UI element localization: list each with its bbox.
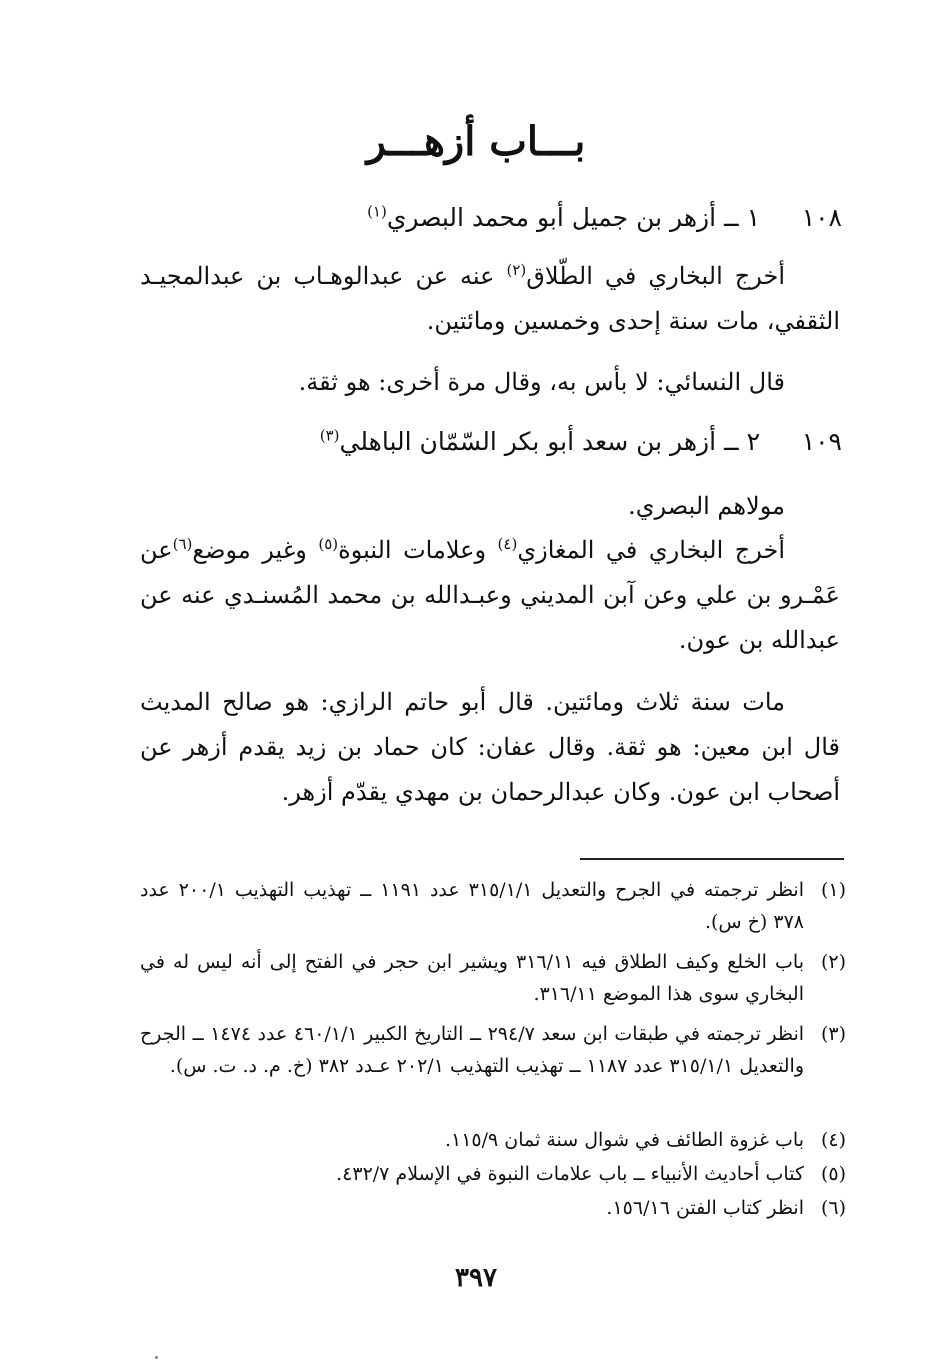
paragraph-text: وعلامات النبوة — [338, 536, 498, 564]
entry-heading — [320, 422, 760, 462]
paragraph — [140, 484, 840, 529]
footnote-text: انظر كتاب الفتن ١٥٦/١٦. — [606, 1197, 804, 1219]
paragraph-text: مات سنة ثلاث ومائتين. قال أبو حاتم الرازي: هو صالح المديث قال ابن معين: هو ثقة. وقال عفان: كان حماد بن زيد يقدم أزهر عن أصحاب ابن عون. وكان عبدالرحمان بن مهدي يقدّم أزهر. — [140, 688, 840, 806]
footnote-text: انظر ترجمته في الجرح والتعديل ٣١٥/١/١ عدد ١١٩١ ــ تهذيب التهذيب ٢٠٠/١ عدد ٣٧٨ (خ س). — [140, 879, 804, 933]
footnote-ref: (٣) — [319, 426, 340, 445]
paragraph-text: مولاهم البصري. — [628, 492, 785, 520]
paragraph — [140, 680, 840, 815]
footnote-separator — [580, 858, 844, 860]
paragraph — [140, 360, 840, 405]
paragraph-text: عن عَمْـرو بن علي وعن آبن المديني وعبـدالله بن محمد المُسنـدي عنه عن عبدالله بن عون. — [140, 536, 840, 654]
paragraph-text: أخرج البخاري في الطّلاق — [526, 262, 785, 290]
entry-heading-text: ١ ــ أزهر بن جميل أبو محمد البصري — [386, 203, 760, 232]
paragraph-text: أخرج البخاري في المغازي — [517, 536, 786, 564]
footnote-label: (٤) — [820, 1129, 846, 1151]
footnote-text: باب غزوة الطائف في شوال سنة ثمان ١١٥/٩. — [444, 1129, 804, 1151]
footnote — [140, 1192, 846, 1224]
footnote-text: انظر ترجمته في طبقات ابن سعد ٢٩٤/٧ ــ التاريخ الكبير ٤٦٠/١/١ عدد ١٤٧٤ ــ الجرح والتعديل ٣١٥/١/١ عدد ١١٨٧ ــ تهذيب التهذيب ٢٠٢/١ عـدد ٣٨٢ (خ. م. د. ت. س). — [140, 1023, 805, 1077]
paragraph-text: عنه عن عبدالوهـاب بن عبدالمجيـد الثقفي، مات سنة إحدى وخمسين ومائتين. — [140, 262, 840, 335]
footnote-label: (٦) — [820, 1197, 846, 1219]
paragraph — [140, 528, 840, 663]
footnote-ref: (١) — [367, 202, 387, 221]
footnote-ref: (٢) — [506, 261, 527, 279]
footnote-ref: (٥) — [318, 535, 339, 553]
footnote — [140, 946, 846, 1010]
paragraph-text: وغير موضع — [192, 536, 319, 564]
footnote — [140, 1158, 846, 1190]
footnote-label: (٥) — [820, 1163, 846, 1185]
footnote-ref: (٦) — [172, 535, 193, 553]
footnote — [140, 874, 846, 938]
footnote-text: باب الخلع وكيف الطلاق فيه ٣١٦/١١ ويشير ابن حجر في الفتح إلى أنه ليس له في البخاري سوى هذا الموضع ٣١٦/١١. — [140, 951, 804, 1005]
footnote — [140, 1124, 846, 1156]
entry-heading-text: ٢ ــ أزهر بن سعد أبو بكر السّمّان الباهلي — [339, 427, 760, 456]
footnote — [140, 1018, 846, 1082]
footnote-label: (٣) — [820, 1023, 846, 1045]
paragraph — [140, 254, 840, 344]
scan-speck — [155, 1356, 158, 1359]
footnote-text: كتاب أحاديث الأنبياء ــ باب علامات النبوة في الإسلام ٤٣٢/٧. — [336, 1163, 804, 1185]
footnote-label: (٢) — [820, 951, 846, 973]
chapter-title: بـــاب أزهـــر — [366, 118, 586, 165]
footnote-ref: (٤) — [497, 535, 518, 553]
entry-heading — [367, 198, 760, 238]
entry-number: ١٠٩ — [801, 427, 842, 456]
entry-number: ١٠٨ — [801, 203, 842, 232]
footnote-label: (١) — [820, 879, 846, 901]
page-number: ٣٩٧ — [455, 1263, 497, 1293]
paragraph-text: قال النسائي: لا بأس به، وقال مرة أخرى: هو ثقة. — [298, 368, 785, 396]
